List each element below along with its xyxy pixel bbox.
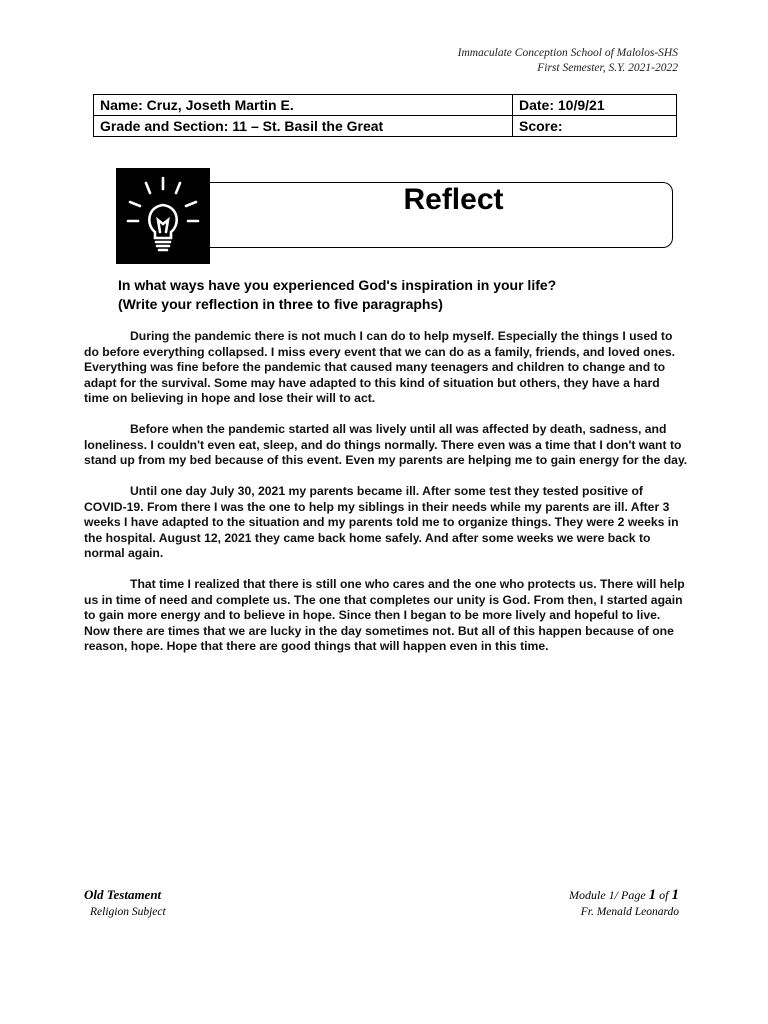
info-row (94, 95, 677, 116)
teacher-name: Fr. Menald Leonardo (580, 906, 679, 918)
student-info-table (93, 94, 677, 137)
question-line: In what ways have you experienced God's inspiration in your life? (118, 277, 557, 293)
lightbulb-icon-graphic (116, 168, 210, 264)
module-label: Module 1/ Page (569, 888, 649, 902)
paragraph: Before when the pandemic started all was lively until all was affected by death, sadness, and loneliness. I couldn't even eat, sleep, and do things normally. There even was a time that I don't want to stand up from my bed because of this event. Even my parents are helping me to gain energy for the day. (84, 422, 688, 467)
footer-subject (84, 886, 166, 920)
subject-title: Old Testament (84, 887, 162, 902)
date-field: Date: 10/9/21 (513, 95, 677, 116)
paragraph: During the pandemic there is not much I can do to help myself. Especially the things I used to do before everything collapsed. I miss every event that we can do as a family, friends, and loved ones. Everything was fine before the pandemic that caused many teenagers and children to change and to adapt for the survival. Some may have adapted to this kind of situation but others, they have a hard time on believing in hope and lose their will to act. (84, 329, 676, 405)
section-banner (205, 182, 673, 248)
student-name-field: Name: Cruz, Joseth Martin E. (94, 95, 513, 116)
info-row (94, 116, 677, 137)
paragraph: That time I realized that there is still one who cares and the one who protects us. There will help us in time of need and complete us. The one that completes our unity is God. From then, I started again to gain more energy and to believe in hope. Since then I began to be more lively and hopeful to live. Now there are times that we are lucky in the day sometimes not. But all of this happen because of one reason, hope. Hope that there are good things that will happen even in this time. (84, 577, 685, 653)
page-of-label: of (656, 888, 672, 902)
score-field: Score: (513, 116, 677, 137)
semester-label: First Semester, S.Y. 2021-2022 (537, 62, 678, 74)
paragraph: Until one day July 30, 2021 my parents became ill. After some test they tested positive of COVID-19. From there I was the one to help my siblings in their needs while my parents are ill. After 3 weeks I have adapted to the situation and my parents told me to organize things. They were 2 weeks in the hospital. August 12, 2021 they came back home safely. And after some weeks we were back to normal again. (84, 484, 679, 560)
lightbulb-icon (116, 168, 210, 264)
footer-page-info (569, 886, 679, 920)
question-instruction: (Write your reflection in three to five paragraphs) (118, 296, 443, 312)
grade-section-field: Grade and Section: 11 – St. Basil the Great (94, 116, 513, 137)
school-name: Immaculate Conception School of Malolos-SHS (457, 47, 678, 59)
page-number: 1 (648, 887, 657, 903)
page-total: 1 (671, 887, 679, 903)
reflection-body (84, 329, 688, 670)
section-title: Reflect (403, 183, 504, 216)
school-header (458, 46, 678, 76)
reflection-question (118, 276, 556, 314)
subject-type: Religion Subject (90, 906, 166, 918)
page-indicator (569, 886, 679, 904)
